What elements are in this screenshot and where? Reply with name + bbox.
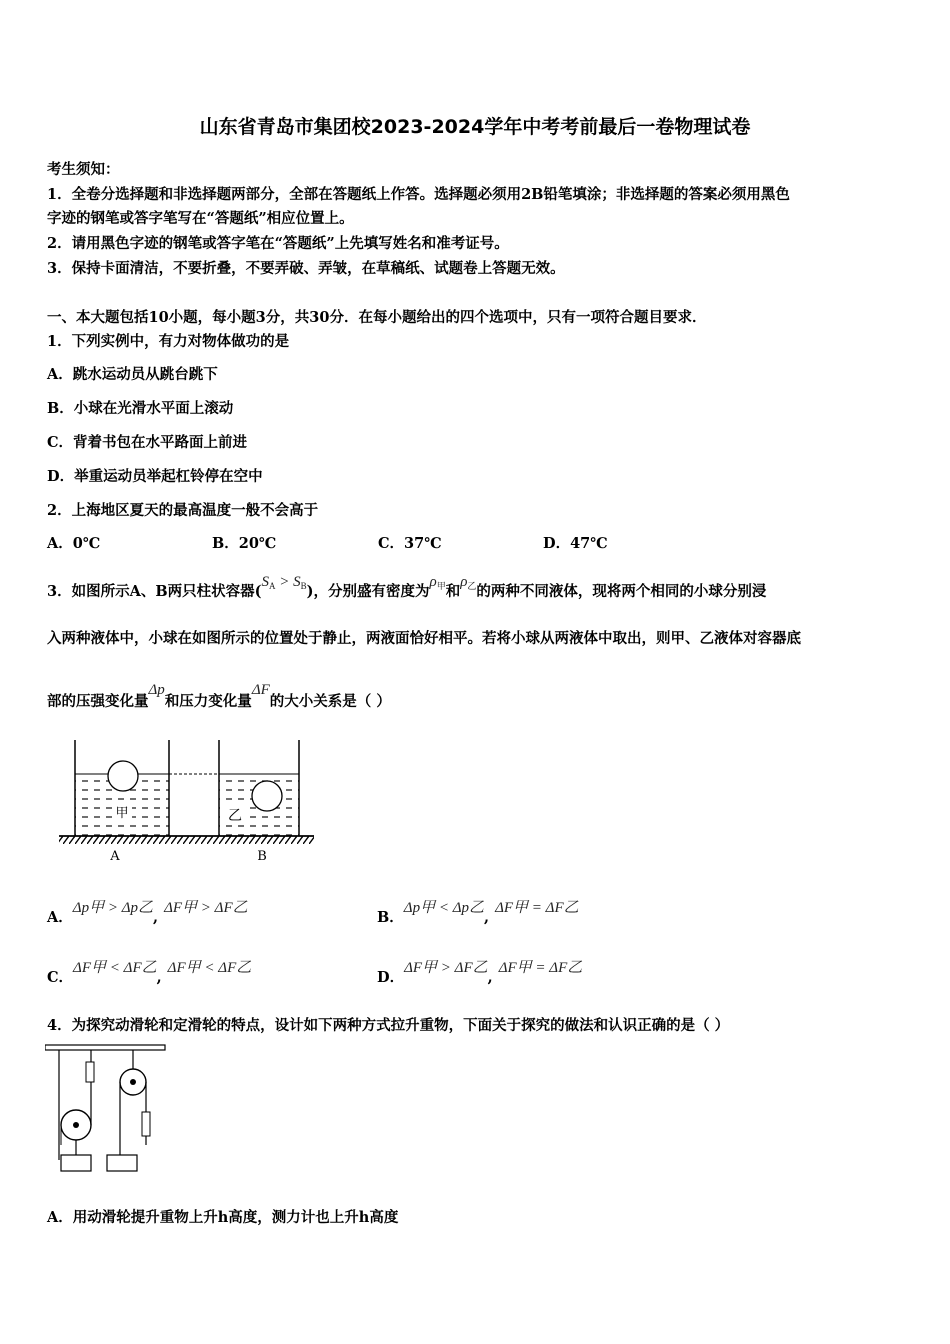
ceiling-beam bbox=[45, 1045, 165, 1050]
rho-yi bbox=[460, 574, 476, 590]
relation-2: ΔF甲 > ΔF乙 bbox=[164, 900, 248, 916]
comma: , bbox=[487, 969, 493, 986]
symbol-gt: > bbox=[275, 574, 294, 590]
q2-option-c: C．37℃ bbox=[378, 535, 442, 552]
q2-option-d: D．47℃ bbox=[543, 535, 608, 552]
subscript-b: B bbox=[300, 581, 307, 591]
relation-2: ΔF甲 = ΔF乙 bbox=[498, 960, 583, 976]
label-jia: 甲 bbox=[115, 806, 129, 821]
subscript-jia: 甲 bbox=[436, 581, 446, 591]
q2-option-b: B．20℃ bbox=[212, 535, 277, 552]
delta-p: Δp bbox=[148, 682, 165, 698]
q2-option-a: A．0℃ bbox=[47, 535, 101, 552]
pulley-figure bbox=[45, 1040, 170, 1175]
page-title: 山东省青岛市集团校2023-2024学年中考考前最后一卷物理试卷 bbox=[199, 116, 751, 138]
relation-1: ΔF甲 > ΔF乙 bbox=[404, 960, 488, 976]
question-4-stem: 4．为探究动滑轮和定滑轮的特点，设计如下两种方式拉升重物，下面关于探究的做法和认识正确的是（ ） bbox=[47, 1017, 730, 1034]
notice-line: 1．全卷分选择题和非选择题两部分，全部在答题纸上作答。选择题必须用2B铅笔填涂；非选择题的答案必须用黑色 bbox=[47, 186, 790, 203]
symbol-s: S bbox=[293, 574, 301, 590]
relation-1: ΔF甲 < ΔF乙 bbox=[73, 960, 157, 976]
q3-option-b bbox=[377, 900, 579, 927]
symbol-rho: ρ bbox=[460, 574, 468, 590]
subscript-a: A bbox=[268, 581, 276, 591]
relation-2: ΔF甲 = ΔF乙 bbox=[495, 900, 579, 916]
q1-option-d: D．举重运动员举起杠铃停在空中 bbox=[47, 468, 263, 485]
q3-text-c: 和 bbox=[445, 583, 461, 600]
q3-option-d bbox=[377, 960, 583, 987]
question-1-stem: 1．下列实例中，有力对物体做功的是 bbox=[47, 333, 290, 350]
ball-right bbox=[252, 781, 282, 811]
comma: , bbox=[156, 969, 162, 986]
option-letter: C． bbox=[47, 969, 74, 986]
ground-hatch bbox=[59, 836, 314, 844]
notice-line: 3．保持卡面清洁，不要折叠，不要弄破、弄皱，在草稿纸、试题卷上答题无效。 bbox=[47, 260, 565, 277]
q3-option-c bbox=[47, 960, 252, 987]
relation-2: ΔF甲 < ΔF乙 bbox=[167, 960, 252, 976]
weight-block bbox=[107, 1155, 137, 1171]
q3-text-b: )，分别盛有密度为 bbox=[306, 583, 430, 600]
q3-option-a bbox=[47, 900, 248, 927]
question-3-stem-line2: 入两种液体中，小球在如图所示的位置处于静止，两液面恰好相平。若将小球从两液体中取出，则甲、乙液体对容器底 bbox=[47, 630, 801, 647]
q3-area-relation bbox=[261, 574, 306, 590]
label-yi: 乙 bbox=[228, 808, 242, 824]
q3-text-e: 部的压强变化量 bbox=[47, 693, 149, 710]
q3-text-f: 和压力变化量 bbox=[164, 693, 252, 710]
weight-block bbox=[61, 1155, 91, 1171]
q1-option-c: C．背着书包在水平路面上前进 bbox=[47, 434, 248, 451]
question-2-stem: 2．上海地区夏天的最高温度一般不会高于 bbox=[47, 502, 319, 519]
spring-scale-icon bbox=[142, 1112, 150, 1136]
ball-left bbox=[108, 761, 138, 791]
symbol-s: S bbox=[261, 574, 269, 590]
q1-option-b: B．小球在光滑水平面上滚动 bbox=[47, 400, 234, 417]
q4-option-a: A．用动滑轮提升重物上升h高度，测力计也上升h高度 bbox=[47, 1209, 399, 1226]
notice-line: 字迹的钢笔或答字笔写在“答题纸”相应位置上。 bbox=[47, 210, 354, 227]
base-label-a: A bbox=[110, 849, 120, 864]
notice-heading: 考生须知： bbox=[47, 161, 120, 178]
delta-f: ΔF bbox=[251, 682, 270, 698]
subscript-yi: 乙 bbox=[467, 581, 477, 591]
option-letter: A． bbox=[47, 909, 73, 926]
symbol-rho: ρ bbox=[429, 574, 437, 590]
spring-scale-icon bbox=[86, 1062, 94, 1082]
q3-text-d: 的两种不同液体，现将两个相同的小球分别浸 bbox=[476, 583, 767, 600]
containers-figure bbox=[45, 732, 320, 867]
q3-text-a: 3．如图所示A、B两只柱状容器( bbox=[47, 583, 262, 600]
section-heading: 一、本大题包括10小题，每小题3分，共30分．在每小题给出的四个选项中，只有一项符合题目要求． bbox=[47, 309, 707, 326]
notice-line: 2．请用黑色字迹的钢笔或答字笔在“答题纸”上先填写姓名和准考证号。 bbox=[47, 235, 509, 252]
question-3-stem-line3 bbox=[47, 682, 391, 711]
q1-option-a: A．跳水运动员从跳台跳下 bbox=[47, 366, 218, 383]
base-label-b: B bbox=[257, 849, 267, 864]
relation-1: Δp甲 < Δp乙 bbox=[403, 900, 484, 916]
rho-jia bbox=[429, 574, 445, 590]
comma: , bbox=[484, 909, 490, 926]
option-letter: D． bbox=[377, 969, 405, 986]
question-3-stem-line1 bbox=[47, 574, 767, 601]
option-letter: B． bbox=[377, 909, 404, 926]
q3-text-g: 的大小关系是（ ） bbox=[269, 693, 391, 710]
relation-1: Δp甲 > Δp乙 bbox=[72, 900, 153, 916]
comma: , bbox=[153, 909, 159, 926]
